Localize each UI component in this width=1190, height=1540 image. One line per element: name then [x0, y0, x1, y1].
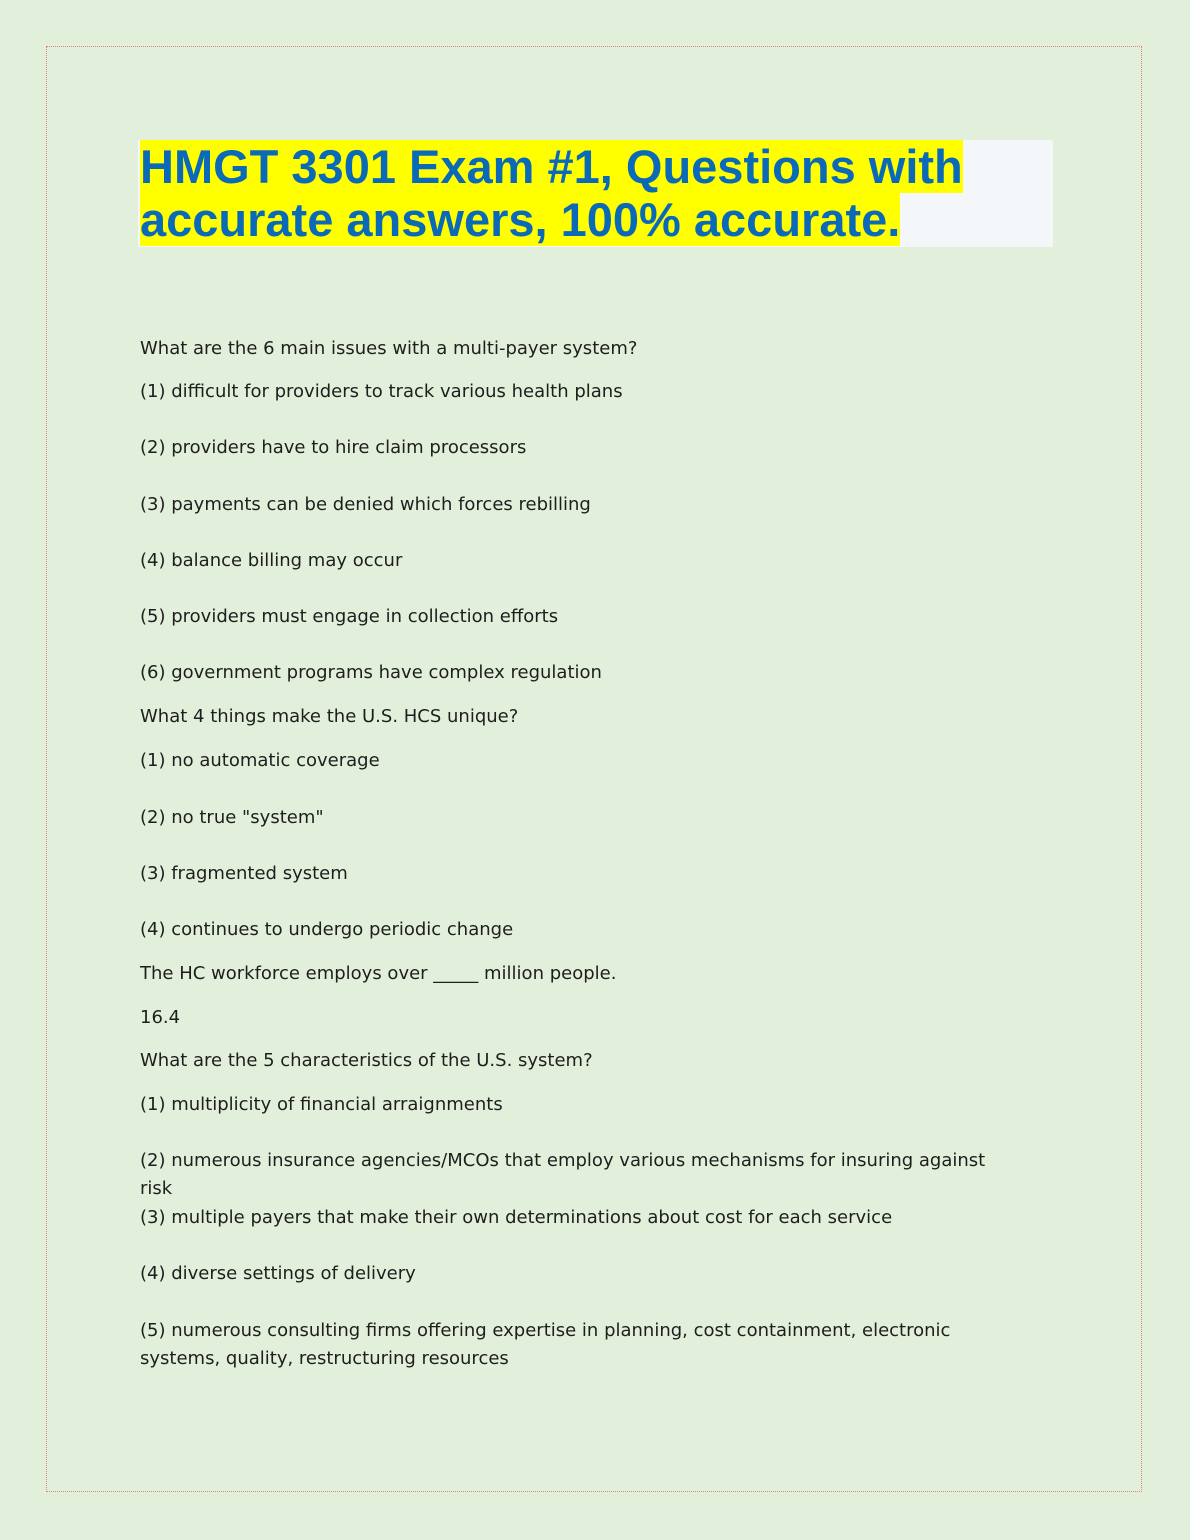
answer-line: 16.4: [140, 1007, 181, 1028]
answer-line: (2) providers have to hire claim processors: [140, 437, 527, 458]
answer-line: (5) providers must engage in collection efforts: [140, 606, 559, 627]
answer-line: (4) balance billing may occur: [140, 550, 403, 571]
answer-line: (2) no true "system": [140, 807, 324, 828]
title-line-2: accurate answers, 100% accurate.: [140, 193, 901, 246]
answer-line: (3) fragmented system: [140, 863, 348, 884]
answer-line: (1) multiplicity of financial arraignments: [140, 1094, 503, 1115]
question-multi-payer-issues: What are the 6 main issues with a multi-payer system?: [140, 338, 638, 359]
answer-line: (4) continues to undergo periodic change: [140, 919, 514, 940]
answer-line: (6) government programs have complex regulation: [140, 662, 602, 683]
document-title: [140, 140, 963, 246]
question-us-characteristics: What are the 5 characteristics of the U.S. system?: [140, 1050, 593, 1071]
question-hcs-unique: What 4 things make the U.S. HCS unique?: [140, 706, 519, 727]
title-line-1: HMGT 3301 Exam #1, Questions with: [140, 140, 963, 193]
answer-line: (3) payments can be denied which forces rebilling: [140, 494, 591, 515]
answer-line: (5) numerous consulting firms offering expertise in planning, cost containment, electronic systems, quality, restructuring resources: [140, 1320, 951, 1369]
answer-line: (3) multiple payers that make their own determinations about cost for each service: [140, 1207, 893, 1228]
answer-line: (1) difficult for providers to track various health plans: [140, 381, 623, 402]
answer-line: (2) numerous insurance agencies/MCOs that employ various mechanisms for insuring against risk: [140, 1150, 986, 1199]
answer-line: (4) diverse settings of delivery: [140, 1263, 416, 1284]
answer-line: (1) no automatic coverage: [140, 750, 380, 771]
question-hc-workforce: The HC workforce employs over _____ million people.: [140, 963, 617, 984]
